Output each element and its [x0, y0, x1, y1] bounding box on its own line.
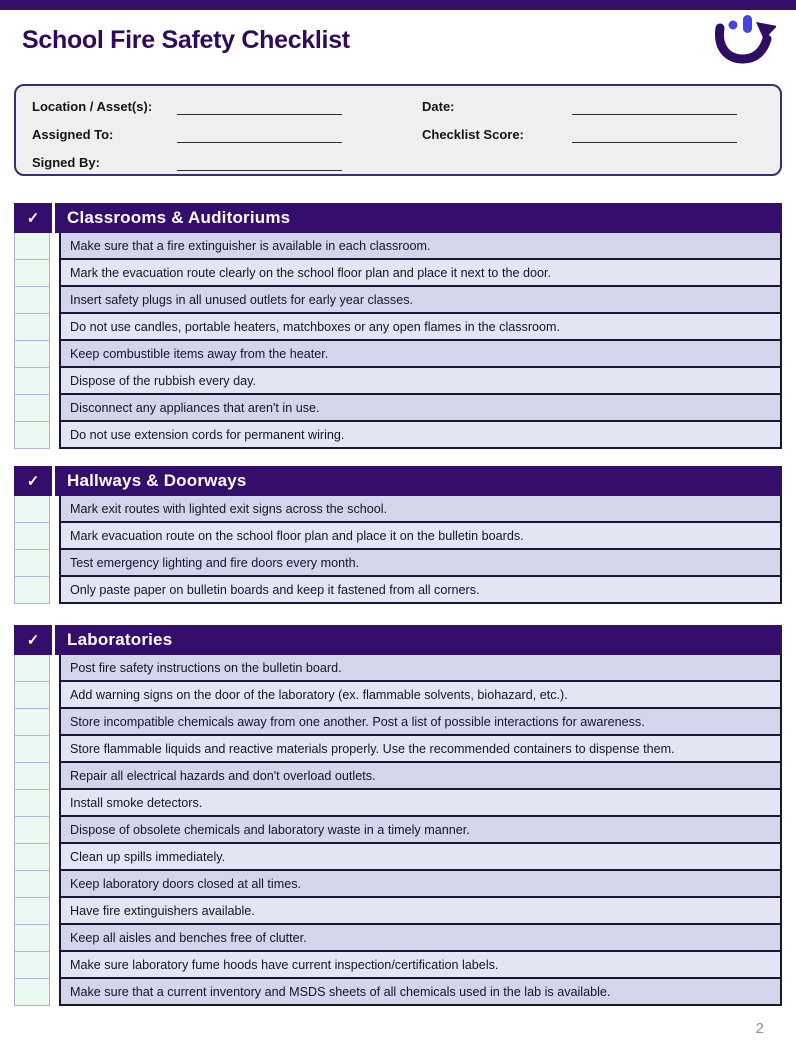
checklist-row: [14, 871, 782, 898]
column-gutter: [50, 341, 59, 368]
column-gutter: [50, 523, 59, 550]
checklist-row: [14, 233, 782, 260]
checklist-row: [14, 763, 782, 790]
checklist-sections: [14, 203, 782, 1006]
checkbox-cell[interactable]: [14, 422, 50, 449]
checklist-item-text: Mark the evacuation route clearly on the school floor plan and place it next to the door.: [59, 260, 782, 287]
form-row: [16, 150, 780, 178]
column-gutter: [50, 898, 59, 925]
checkbox-cell[interactable]: [14, 287, 50, 314]
column-gutter: [50, 763, 59, 790]
checkbox-cell[interactable]: [14, 550, 50, 577]
checklist-item-text: Disconnect any appliances that aren't in use.: [59, 395, 782, 422]
section-header: [14, 625, 782, 655]
section-title: Classrooms & Auditoriums: [67, 208, 291, 227]
checklist-item-text: Do not use extension cords for permanent wiring.: [59, 422, 782, 449]
checkbox-cell[interactable]: [14, 314, 50, 341]
checklist-row: [14, 898, 782, 925]
blank-write-line[interactable]: [177, 114, 342, 115]
checklist-row: [14, 790, 782, 817]
checklist-row: [14, 314, 782, 341]
checklist-row: [14, 655, 782, 682]
checklist-item-text: Mark evacuation route on the school floor plan and place it on the bulletin boards.: [59, 523, 782, 550]
checklist-row: [14, 260, 782, 287]
checklist-item-text: Insert safety plugs in all unused outlets for early year classes.: [59, 287, 782, 314]
top-accent-bar: [0, 0, 796, 10]
checklist-item-text: Keep all aisles and benches free of clutter.: [59, 925, 782, 952]
checklist-item-text: Mark exit routes with lighted exit signs across the school.: [59, 496, 782, 523]
checkbox-cell[interactable]: [14, 790, 50, 817]
checkbox-cell[interactable]: [14, 395, 50, 422]
column-gutter: [50, 260, 59, 287]
smile-stroke: [719, 28, 767, 59]
checkbox-cell[interactable]: [14, 844, 50, 871]
logo-bar: [743, 15, 752, 33]
checklist-row: [14, 925, 782, 952]
checklist-row: [14, 368, 782, 395]
column-gutter: [50, 790, 59, 817]
page-title: School Fire Safety Checklist: [22, 26, 350, 54]
checklist-row: [14, 496, 782, 523]
checklist-item-text: Make sure laboratory fume hoods have current inspection/certification labels.: [59, 952, 782, 979]
brand-logo: [710, 12, 776, 70]
column-gutter: [50, 655, 59, 682]
checkbox-cell[interactable]: [14, 260, 50, 287]
section-title: Hallways & Doorways: [67, 471, 247, 490]
checklist-item-text: Test emergency lighting and fire doors every month.: [59, 550, 782, 577]
checklist-row: [14, 395, 782, 422]
checklist-row: [14, 682, 782, 709]
checklist-section: [14, 466, 782, 604]
column-gutter: [50, 952, 59, 979]
column-gutter: [50, 979, 59, 1006]
checklist-row: [14, 341, 782, 368]
checklist-section: [14, 625, 782, 1006]
column-gutter: [50, 709, 59, 736]
checklist-row: [14, 844, 782, 871]
checkbox-cell[interactable]: [14, 233, 50, 260]
section-header: [14, 203, 782, 233]
column-gutter: [50, 287, 59, 314]
checklist-section: [14, 203, 782, 449]
blank-write-line[interactable]: [177, 170, 342, 171]
checkbox-cell[interactable]: [14, 736, 50, 763]
form-label: Date:: [422, 99, 455, 114]
column-gutter: [50, 314, 59, 341]
form-box: [14, 84, 782, 176]
checklist-item-text: Dispose of the rubbish every day.: [59, 368, 782, 395]
checklist-item-text: Store flammable liquids and reactive materials properly. Use the recommended containers to dispense them.: [59, 736, 782, 763]
checkbox-cell[interactable]: [14, 979, 50, 1006]
blank-write-line[interactable]: [572, 114, 737, 115]
arrow-head: [756, 22, 776, 40]
checkbox-cell[interactable]: [14, 898, 50, 925]
checklist-row: [14, 817, 782, 844]
checklist-row: [14, 709, 782, 736]
checklist-item-text: Store incompatible chemicals away from one another. Post a list of possible interactions for awareness.: [59, 709, 782, 736]
checkbox-cell[interactable]: [14, 817, 50, 844]
checkbox-cell[interactable]: [14, 523, 50, 550]
checklist-item-text: Only paste paper on bulletin boards and keep it fastened from all corners.: [59, 577, 782, 604]
checkbox-cell[interactable]: [14, 763, 50, 790]
form-label: Location / Asset(s):: [32, 99, 153, 114]
checkbox-cell[interactable]: [14, 368, 50, 395]
column-gutter: [50, 233, 59, 260]
smile-arrow-icon: [710, 12, 776, 70]
checklist-item-text: Have fire extinguishers available.: [59, 898, 782, 925]
form-row: [16, 94, 780, 122]
column-gutter: [50, 925, 59, 952]
column-gutter: [50, 844, 59, 871]
column-gutter: [50, 577, 59, 604]
section-title: Laboratories: [67, 630, 173, 649]
checkmark-icon: ✓: [26, 210, 40, 227]
checklist-row: [14, 523, 782, 550]
checkbox-cell[interactable]: [14, 682, 50, 709]
checkbox-cell[interactable]: [14, 871, 50, 898]
checkmark-icon: ✓: [26, 632, 40, 649]
page-number: 2: [755, 1020, 764, 1037]
checkbox-cell[interactable]: [14, 925, 50, 952]
checklist-item-text: Keep laboratory doors closed at all times.: [59, 871, 782, 898]
checkmark-icon: ✓: [26, 473, 40, 490]
checklist-row: [14, 736, 782, 763]
column-gutter: [50, 736, 59, 763]
checkbox-cell[interactable]: [14, 577, 50, 604]
column-gutter: [50, 682, 59, 709]
checklist-item-text: Add warning signs on the door of the laboratory (ex. flammable solvents, biohazard, etc.).: [59, 682, 782, 709]
section-header: [14, 466, 782, 496]
checklist-item-text: Do not use candles, portable heaters, matchboxes or any open flames in the classroom.: [59, 314, 782, 341]
checkbox-cell[interactable]: [14, 496, 50, 523]
checkbox-cell[interactable]: [14, 341, 50, 368]
column-gutter: [50, 496, 59, 523]
checklist-item-text: Make sure that a current inventory and MSDS sheets of all chemicals used in the lab is available.: [59, 979, 782, 1006]
checklist-item-text: Post fire safety instructions on the bulletin board.: [59, 655, 782, 682]
checklist-row: [14, 550, 782, 577]
form-label: Signed By:: [32, 155, 100, 170]
checklist-row: [14, 577, 782, 604]
checklist-row: [14, 422, 782, 449]
blank-write-line[interactable]: [177, 142, 342, 143]
checklist-item-text: Keep combustible items away from the heater.: [59, 341, 782, 368]
column-gutter: [50, 550, 59, 577]
form-label: Checklist Score:: [422, 127, 524, 142]
blank-write-line[interactable]: [572, 142, 737, 143]
checklist-item-text: Clean up spills immediately.: [59, 844, 782, 871]
checklist-item-text: Dispose of obsolete chemicals and laboratory waste in a timely manner.: [59, 817, 782, 844]
checklist-row: [14, 952, 782, 979]
logo-dot: [729, 21, 738, 30]
column-gutter: [50, 395, 59, 422]
form-label: Assigned To:: [32, 127, 114, 142]
checklist-item-text: Repair all electrical hazards and don't overload outlets.: [59, 763, 782, 790]
checklist-row: [14, 287, 782, 314]
checkbox-cell[interactable]: [14, 655, 50, 682]
checkbox-cell[interactable]: [14, 709, 50, 736]
column-gutter: [50, 422, 59, 449]
form-row: [16, 122, 780, 150]
column-gutter: [50, 368, 59, 395]
checkbox-cell[interactable]: [14, 952, 50, 979]
checklist-item-text: Install smoke detectors.: [59, 790, 782, 817]
column-gutter: [50, 871, 59, 898]
checklist-item-text: Make sure that a fire extinguisher is available in each classroom.: [59, 233, 782, 260]
checklist-row: [14, 979, 782, 1006]
column-gutter: [50, 817, 59, 844]
